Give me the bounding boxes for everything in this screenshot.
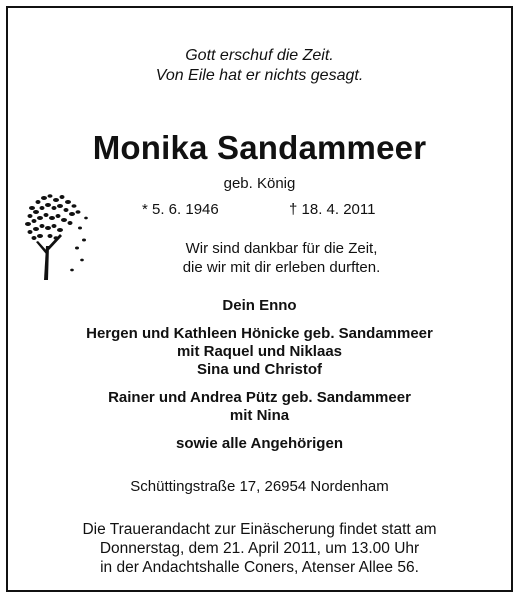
deceased-name: Monika Sandammeer <box>92 129 427 166</box>
motto-line-1: Gott erschuf die Zeit. <box>185 47 334 64</box>
obituary-card <box>6 6 513 592</box>
notice-line-2: Donnerstag, dem 21. April 2011, um 13.00 Uhr <box>99 540 420 557</box>
other-relatives: sowie alle Angehörigen <box>176 435 343 452</box>
address: Schüttingstraße 17, 26954 Nordenham <box>130 478 389 495</box>
family-1-line-3: Sina und Christof <box>197 361 322 378</box>
spouse-name: Dein Enno <box>222 297 297 314</box>
mourners-list <box>8 297 511 453</box>
death-date: † 18. 4. 2011 <box>289 201 376 218</box>
thanks-text <box>48 239 515 277</box>
maiden-name: geb. König <box>223 175 296 192</box>
family-1-line-1: Hergen und Kathleen Hönicke geb. Sandammeer <box>86 325 433 342</box>
family-2-line-2: mit Nina <box>229 407 290 424</box>
family-1-line-2: mit Raquel und Niklaas <box>176 343 343 360</box>
thanks-line-2: die wir mit dir erleben durften. <box>182 259 381 276</box>
funeral-notice <box>8 520 511 577</box>
notice-line-3: in der Andachtshalle Coners, Atenser Allee 56. <box>100 559 419 576</box>
birth-date: * 5. 6. 1946 <box>142 201 219 218</box>
family-2-line-1: Rainer und Andrea Pütz geb. Sandammeer <box>108 389 411 406</box>
motto <box>8 46 511 86</box>
thanks-line-1: Wir sind dankbar für die Zeit, <box>185 240 378 257</box>
notice-line-1: Die Trauerandacht zur Einäscherung findet statt am <box>82 521 437 538</box>
motto-line-2: Von Eile hat er nichts gesagt. <box>155 67 364 84</box>
